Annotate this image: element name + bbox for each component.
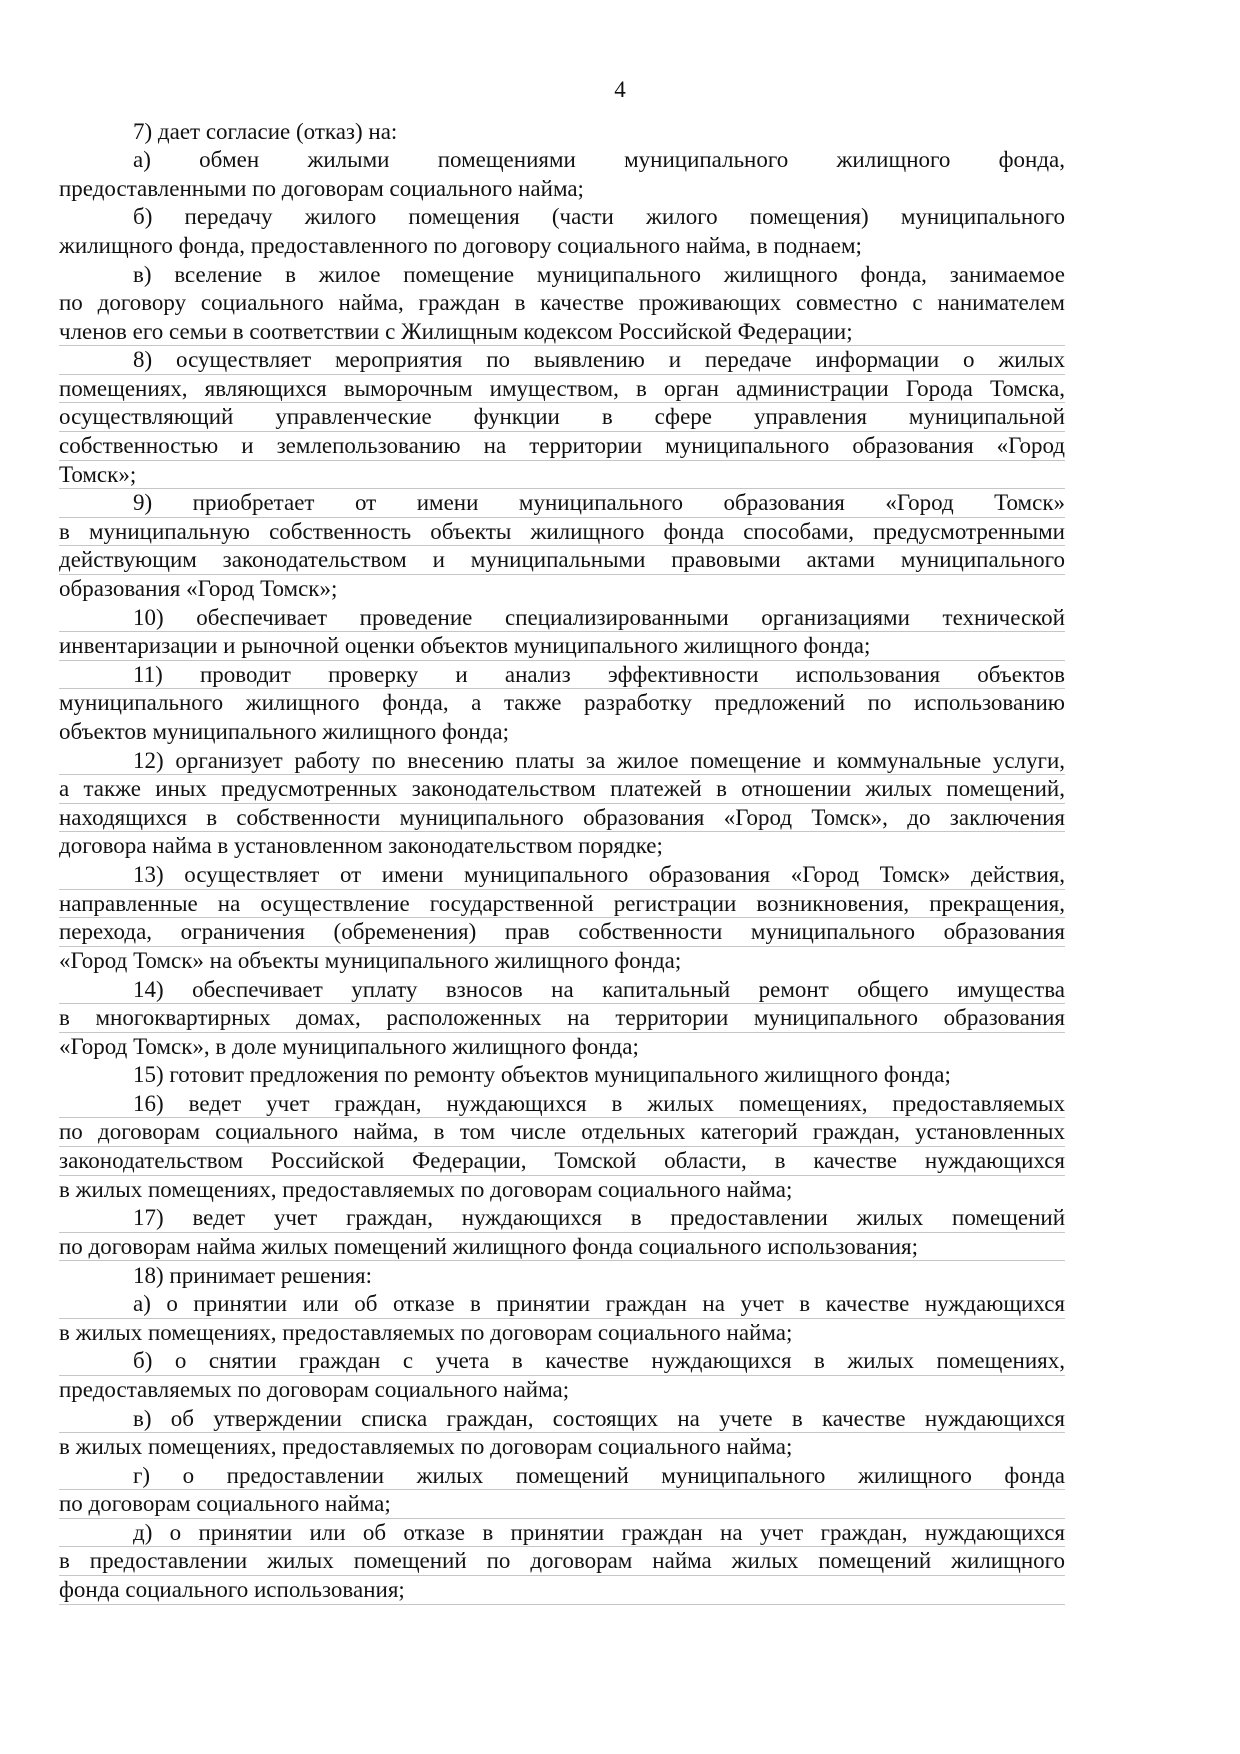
paragraph-line: Томск»;: [59, 461, 1065, 490]
paragraph-item-18b: [59, 1347, 1065, 1404]
paragraph-line: 8) осуществляет мероприятия по выявлению и передаче информации о жилых: [59, 346, 1065, 375]
paragraph-item-17: [59, 1204, 1065, 1261]
paragraph-line: помещениях, являющихся выморочным имуществом, в орган администрации Города Томска,: [59, 375, 1065, 404]
paragraph-line: предоставленными по договорам социального найма;: [59, 175, 584, 201]
paragraph-item-7a: [59, 146, 1065, 203]
paragraph-line: по договорам социального найма, в том числе отдельных категорий граждан, установленных: [59, 1118, 1065, 1147]
paragraph-line: фонда социального использования;: [59, 1576, 1065, 1605]
paragraph-line: инвентаризации и рыночной оценки объектов муниципального жилищного фонда;: [59, 632, 1065, 661]
paragraph-line: в жилых помещениях, предоставляемых по договорам социального найма;: [59, 1176, 793, 1202]
paragraph-line: а также иных предусмотренных законодательством платежей в отношении жилых помещений,: [59, 775, 1065, 804]
paragraph-line: собственностью и землепользованию на территории муниципального образования «Город: [59, 432, 1065, 461]
paragraph-line: «Город Томск», в доле муниципального жилищного фонда;: [59, 1033, 639, 1059]
paragraph-line: б) о снятии граждан с учета в качестве нуждающихся в жилых помещениях,: [59, 1347, 1065, 1376]
paragraph-line: в жилых помещениях, предоставляемых по договорам социального найма;: [59, 1319, 793, 1345]
paragraph-item-7b: [59, 203, 1065, 260]
paragraph-line: 18) принимает решения:: [133, 1262, 372, 1288]
paragraph-line: по договору социального найма, граждан в качестве проживающих совместно с нанимателем: [59, 290, 1065, 316]
paragraph-line: объектов муниципального жилищного фонда;: [59, 719, 509, 745]
paragraph-line: муниципального жилищного фонда, а также разработку предложений по использованию: [59, 690, 1065, 716]
paragraph-item-10: [59, 604, 1065, 661]
paragraph-item-15: [59, 1061, 1065, 1090]
paragraph-item-13: [59, 861, 1065, 975]
paragraph-line: перехода, ограничения (обременения) прав собственности муниципального образования: [59, 918, 1065, 947]
paragraph-line: 17) ведет учет граждан, нуждающихся в предоставлении жилых помещений: [59, 1204, 1065, 1233]
paragraph-item-16: [59, 1090, 1065, 1204]
paragraph-item-14: [59, 976, 1065, 1062]
paragraph-item-7: [59, 118, 1065, 147]
paragraph-line: «Город Томск» на объекты муниципального жилищного фонда;: [59, 947, 682, 973]
paragraph-item-18e: [59, 1519, 1065, 1605]
paragraph-line: 12) организует работу по внесению платы за жилое помещение и коммунальные услуги,: [59, 747, 1065, 776]
paragraph-item-7c: [59, 261, 1065, 347]
paragraph-line: по договорам социального найма;: [59, 1490, 1065, 1519]
paragraph-line: направленные на осуществление государственной регистрации возникновения, прекращения,: [59, 890, 1065, 919]
paragraph-item-18c: [59, 1405, 1065, 1462]
paragraph-line: членов его семьи в соответствии с Жилищным кодексом Российской Федерации;: [59, 318, 1065, 347]
paragraph-item-9: [59, 489, 1065, 603]
paragraph-item-11: [59, 661, 1065, 747]
paragraph-line: а) обмен жилыми помещениями муниципального жилищного фонда,: [133, 147, 1065, 173]
paragraph-line: находящихся в собственности муниципального образования «Город Томск», до заключения: [59, 804, 1065, 833]
paragraph-item-18: [59, 1262, 1065, 1291]
paragraph-line: 14) обеспечивает уплату взносов на капитальный ремонт общего имущества: [59, 976, 1065, 1005]
paragraph-line: действующим законодательством и муниципальными правовыми актами муниципального: [59, 546, 1065, 575]
paragraph-line: в) вселение в жилое помещение муниципального жилищного фонда, занимаемое: [133, 261, 1065, 287]
paragraph-line: 9) приобретает от имени муниципального образования «Город Томск»: [59, 489, 1065, 518]
paragraph-line: г) о предоставлении жилых помещений муниципального жилищного фонда: [59, 1462, 1065, 1491]
page-number: 4: [614, 77, 626, 102]
paragraph-line: а) о принятии или об отказе в принятии граждан на учет в качестве нуждающихся: [59, 1290, 1065, 1319]
paragraph-item-8: [59, 346, 1065, 489]
paragraph-line: 7) дает согласие (отказ) на:: [133, 118, 398, 144]
paragraph-line: жилищного фонда, предоставленного по договору социального найма, в поднаем;: [59, 232, 862, 258]
paragraph-item-12: [59, 747, 1065, 861]
paragraph-line: по договорам найма жилых помещений жилищного фонда социального использования;: [59, 1233, 1065, 1262]
paragraph-line: 16) ведет учет граждан, нуждающихся в жилых помещениях, предоставляемых: [59, 1090, 1065, 1119]
paragraph-line: б) передачу жилого помещения (части жилого помещения) муниципального: [133, 204, 1065, 230]
paragraph-line: в жилых помещениях, предоставляемых по договорам социального найма;: [59, 1434, 793, 1460]
paragraph-line: 10) обеспечивает проведение специализированными организациями технической: [59, 604, 1065, 633]
paragraph-line: осуществляющий управленческие функции в сфере управления муниципальной: [59, 403, 1065, 432]
paragraph-line: 11) проводит проверку и анализ эффективности использования объектов: [59, 661, 1065, 690]
paragraph-line: предоставляемых по договорам социального найма;: [59, 1376, 570, 1402]
paragraph-line: в) об утверждении списка граждан, состоящих на учете в качестве нуждающихся: [59, 1405, 1065, 1434]
paragraph-line: 13) осуществляет от имени муниципального образования «Город Томск» действия,: [59, 861, 1065, 890]
paragraph-line: в муниципальную собственность объекты жилищного фонда способами, предусмотренными: [59, 518, 1065, 547]
paragraph-line: д) о принятии или об отказе в принятии граждан на учет граждан, нуждающихся: [59, 1519, 1065, 1548]
paragraph-item-18a: [59, 1290, 1065, 1347]
paragraph-line: 15) готовит предложения по ремонту объектов муниципального жилищного фонда;: [133, 1062, 951, 1088]
paragraph-line: законодательством Российской Федерации, Томской области, в качестве нуждающихся: [59, 1147, 1065, 1176]
paragraph-line: в предоставлении жилых помещений по договорам найма жилых помещений жилищного: [59, 1547, 1065, 1576]
paragraph-line: в многоквартирных домах, расположенных на территории муниципального образования: [59, 1004, 1065, 1033]
paragraph-line: договора найма в установленном законодательством порядке;: [59, 833, 663, 859]
paragraph-item-18d: [59, 1462, 1065, 1519]
paragraph-line: образования «Город Томск»;: [59, 576, 338, 602]
